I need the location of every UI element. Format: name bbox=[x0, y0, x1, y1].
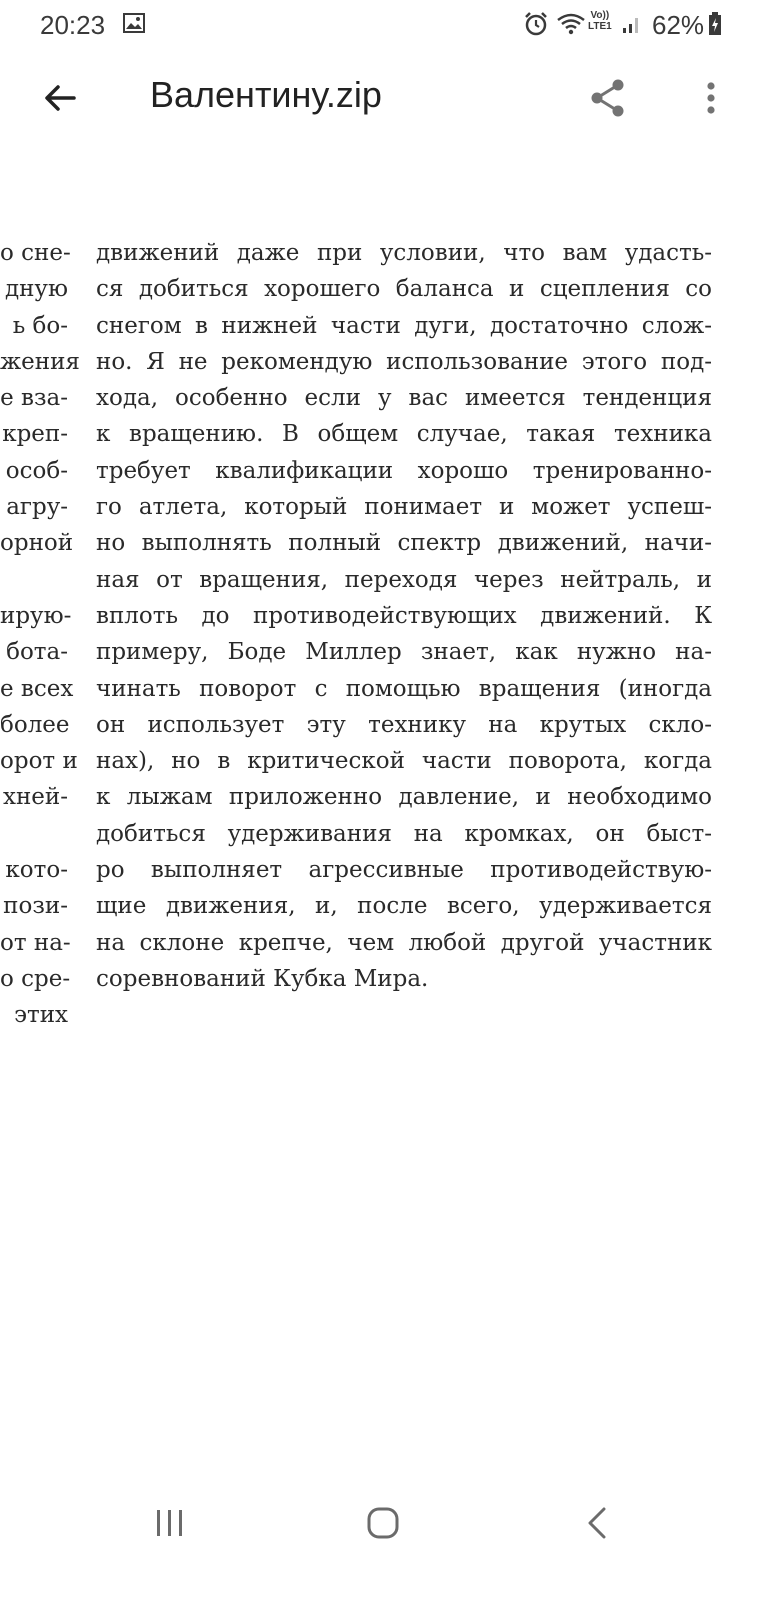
back-icon bbox=[584, 1506, 610, 1540]
main-column-line: он использует эту технику на крутых скло- bbox=[96, 711, 712, 738]
system-back-button[interactable] bbox=[584, 1506, 610, 1545]
left-column-line: хней- bbox=[2, 784, 68, 811]
main-column-line: примеру, Боде Миллер знает, как нужно на- bbox=[96, 639, 712, 666]
image-icon bbox=[123, 13, 145, 38]
left-column-line: пози- bbox=[3, 893, 68, 920]
home-icon bbox=[366, 1506, 400, 1540]
alarm-icon bbox=[523, 11, 549, 42]
main-column-line: но. Я не рекомендую использование этого под- bbox=[96, 348, 712, 375]
main-column-line: к лыжам приложенно давление, и необходимо bbox=[96, 784, 712, 811]
left-column-line: более bbox=[0, 711, 70, 738]
main-column-line: ся добиться хорошего баланса и сцепления со bbox=[96, 276, 712, 303]
left-page-column bbox=[0, 235, 80, 1034]
left-column-line: орной bbox=[0, 530, 74, 557]
navigation-bar bbox=[0, 1480, 779, 1570]
back-arrow-icon bbox=[40, 78, 80, 118]
main-column-line: хода, особенно если у вас имеется тенденция bbox=[96, 385, 712, 412]
main-column-line: к вращению. В общем случае, такая техника bbox=[96, 421, 712, 448]
left-column-line: особ- bbox=[5, 457, 68, 484]
left-column-line: е вза- bbox=[0, 385, 68, 412]
main-column-line: щие движения, и, после всего, удерживается bbox=[96, 893, 712, 920]
volte-icon bbox=[588, 10, 612, 32]
battery-icon bbox=[708, 12, 722, 41]
left-column-line: этих bbox=[14, 1002, 68, 1029]
main-column-line: ная от вращения, переходя через нейтраль, и bbox=[96, 566, 712, 593]
main-column-line: чинать поворот с помощью вращения (иногда bbox=[96, 675, 712, 702]
volte-top-label: Vo)) bbox=[590, 10, 610, 21]
more-vert-icon bbox=[698, 76, 724, 120]
signal-icon bbox=[622, 14, 642, 39]
document-title: Валентину.zip bbox=[150, 74, 382, 115]
volte-bottom-label: LTE1 bbox=[588, 21, 612, 32]
left-column-line: жения bbox=[0, 348, 80, 375]
main-page-column bbox=[96, 235, 712, 997]
left-column-line: е всех bbox=[0, 675, 74, 702]
more-options-button[interactable] bbox=[698, 76, 724, 120]
recent-apps-icon bbox=[154, 1508, 186, 1538]
main-column-line: но выполнять полный спектр движений, начи- bbox=[96, 530, 712, 557]
left-column-line: дную bbox=[4, 276, 68, 303]
main-column-line: добиться удерживания на кромках, он быст- bbox=[96, 820, 712, 847]
app-bar bbox=[0, 56, 779, 140]
left-column-line: ь бо- bbox=[12, 312, 68, 339]
main-column-line: соревнований Кубка Мира. bbox=[96, 965, 429, 992]
recent-apps-button[interactable] bbox=[154, 1508, 186, 1543]
left-column-line: креп- bbox=[2, 421, 68, 448]
left-column-line: кото- bbox=[5, 857, 68, 884]
status-time: 20:23 bbox=[40, 10, 106, 40]
left-column-line: о сне- bbox=[0, 240, 71, 266]
left-column-line: от на- bbox=[0, 929, 71, 956]
share-icon bbox=[588, 76, 628, 120]
wifi-icon bbox=[556, 12, 586, 41]
left-column-blank-line bbox=[0, 816, 68, 852]
main-column-line: движений даже при условии, что вам удасть- bbox=[96, 240, 712, 266]
share-button[interactable] bbox=[588, 76, 628, 120]
main-column-line: нах), но в критической части поворота, когда bbox=[96, 748, 712, 775]
main-column-line: снегом в нижней части дуги, достаточно слож- bbox=[96, 312, 712, 339]
battery-percent: 62% bbox=[652, 10, 705, 40]
home-button[interactable] bbox=[366, 1506, 400, 1545]
main-column-line: на склоне крепче, чем любой другой участник bbox=[96, 929, 712, 956]
left-column-line: бота- bbox=[6, 639, 68, 666]
left-column-line: ирую- bbox=[0, 602, 72, 629]
back-button[interactable] bbox=[40, 78, 80, 118]
main-column-line: требует квалификации хорошо тренированно- bbox=[96, 457, 712, 484]
left-column-line: агру- bbox=[6, 494, 68, 521]
left-column-line: орот и bbox=[0, 748, 78, 775]
main-column-line: ро выполняет агрессивные противодействую- bbox=[96, 857, 712, 884]
status-bar bbox=[0, 0, 779, 52]
left-column-line: о сре- bbox=[0, 965, 71, 992]
main-column-line: вплоть до противодействующих движений. К bbox=[96, 602, 712, 629]
main-column-line: го атлета, который понимает и может успеш- bbox=[96, 494, 712, 521]
left-column-blank-line bbox=[0, 562, 68, 598]
document-view[interactable] bbox=[0, 140, 779, 1460]
